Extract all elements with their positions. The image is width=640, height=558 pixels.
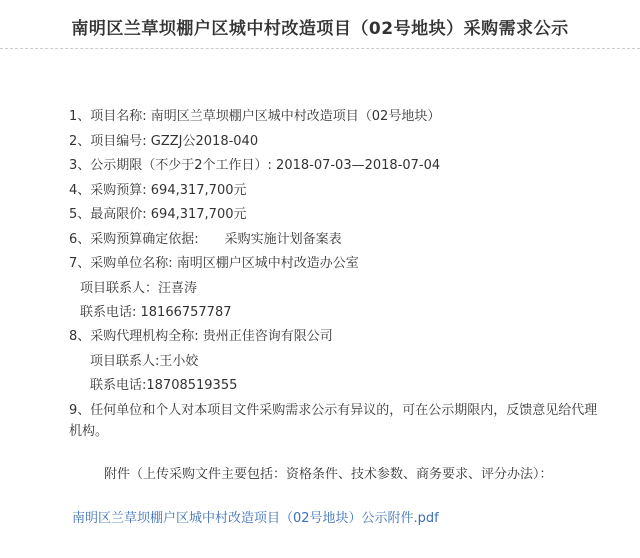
item-purchaser: 7、采购单位名称: 南明区棚户区城中村改造办公室 [69, 256, 359, 271]
item-max-price: 5、最高限价: 694,317,700元 [69, 207, 247, 222]
agency-phone: 联系电话:18708519355 [90, 378, 238, 393]
item-project-name: 1、项目名称: 南明区兰草坝棚户区城中村改造项目（02号地块） [69, 109, 441, 124]
agency-contact: 项目联系人:王小姣 [90, 354, 199, 369]
item-project-code: 2、项目编号: GZZJ公2018-040 [69, 134, 259, 149]
title-divider [0, 48, 640, 49]
budget-basis-value: 采购实施计划备案表 [224, 232, 342, 247]
item-budget: 4、采购预算: 694,317,700元 [69, 183, 247, 198]
purchaser-contact: 项目联系人：汪喜涛 [80, 281, 198, 296]
item-objection: 9、任何单位和个人对本项目文件采购需求公示有异议的，可在公示期限内，反馈意见给代理机构。 [69, 403, 598, 439]
budget-basis-label: 6、采购预算确定依据: [69, 232, 199, 247]
item-notice-period: 3、公示期限（不少于2个工作日）: 2018-07-03—2018-07-04 [69, 158, 441, 173]
item-agency: 8、采购代理机构全称: 贵州正佳咨询有限公司 [69, 329, 333, 344]
purchaser-phone: 联系电话: 18166757787 [80, 305, 232, 320]
page-title: 南明区兰草坝棚户区城中村改造项目（02号地块）采购需求公示 [71, 19, 569, 39]
item-budget-basis [69, 232, 342, 248]
attachment-note: 附件（上传采购文件主要包括：资格条件、技术参数、商务要求、评分办法）： [104, 467, 553, 482]
attachment-link[interactable]: 南明区兰草坝棚户区城中村改造项目（02号地块）公示附件.pdf [72, 511, 439, 526]
